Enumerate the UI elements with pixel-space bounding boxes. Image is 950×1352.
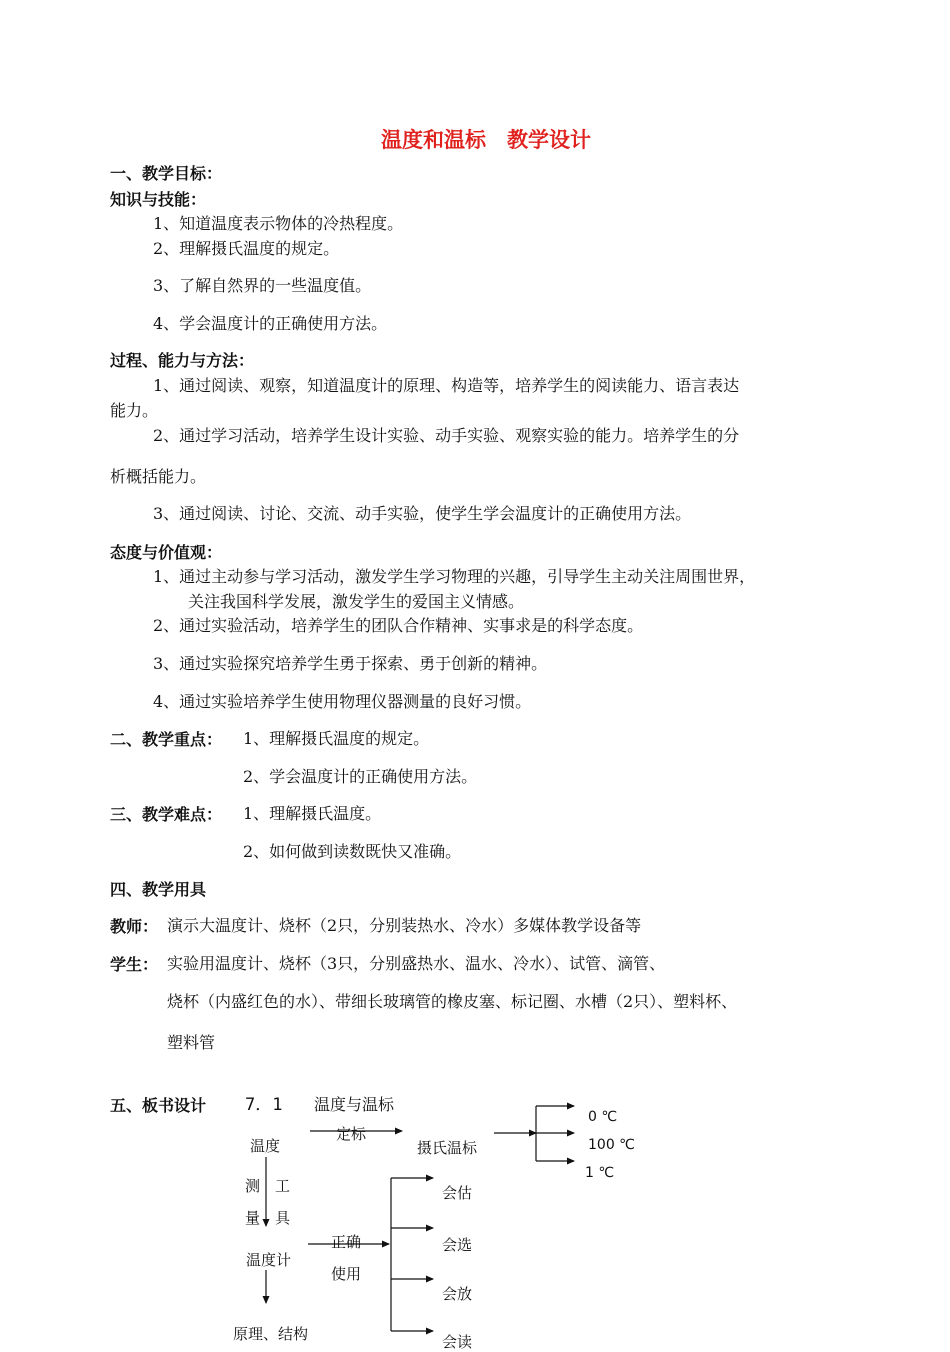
page-title: 温度和温标 教学设计 [381, 127, 591, 152]
board-t100: 100 ℃ [588, 1137, 635, 1153]
section-title: 温度与温标 [314, 1095, 395, 1114]
student-tools-cont: 烧杯（内盛红色的水）、带细长玻璃管的橡皮塞、标记圈、水槽（2只）、塑料杯、 [167, 992, 738, 1011]
knowledge-item: 1、知道温度表示物体的冷热程度。 [153, 214, 404, 233]
difficulty-item: 2、如何做到读数既快又准确。 [243, 842, 462, 861]
board-t0: 0 ℃ [588, 1109, 618, 1125]
knowledge-item: 2、理解摄氏温度的规定。 [153, 239, 340, 258]
board-ju: 具 [275, 1209, 291, 1227]
board-sheshi: 摄氏温标 [417, 1139, 478, 1157]
board-ce: 测 [245, 1177, 261, 1195]
student-label: 学生： [110, 955, 159, 974]
student-tools-cont: 塑料管 [167, 1033, 216, 1052]
key-point-item: 2、学会温度计的正确使用方法。 [243, 767, 478, 786]
subheading-attitude: 态度与价值观： [110, 543, 223, 562]
section-heading-objectives: 一、教学目标： [110, 164, 223, 183]
attitude-item: 1、通过主动参与学习活动，激发学生学习物理的兴趣，引导学生主动关注周围世界， [153, 567, 756, 586]
attitude-item: 2、通过实验活动，培养学生的团队合作精神、实事求是的科学态度。 [153, 616, 644, 635]
process-item: 3、通过阅读、讨论、交流、动手实验，使学生学会温度计的正确使用方法。 [153, 504, 692, 523]
knowledge-item: 3、了解自然界的一些温度值。 [153, 276, 372, 295]
section-heading-board: 五、板书设计 [110, 1096, 207, 1115]
attitude-item: 3、通过实验探究培养学生勇于探索、勇于创新的精神。 [153, 654, 548, 673]
attitude-item-cont: 关注我国科学发展，激发学生的爱国主义情感。 [188, 592, 525, 611]
attitude-item: 4、通过实验培养学生使用物理仪器测量的良好习惯。 [153, 692, 532, 711]
student-tools: 实验用温度计、烧杯（3只，分别盛热水、温水、冷水）、试管、滴管、 [167, 954, 666, 973]
board-yuanli: 原理、结构 [233, 1325, 309, 1343]
board-shiyong: 使用 [331, 1265, 362, 1283]
knowledge-item: 4、学会温度计的正确使用方法。 [153, 314, 388, 333]
subheading-process: 过程、能力与方法： [110, 351, 255, 370]
board-huixuan: 会选 [442, 1236, 473, 1254]
teacher-label: 教师： [110, 917, 159, 936]
process-item: 2、通过学习活动，培养学生设计实验、动手实验、观察实验的能力。培养学生的分 [153, 426, 740, 445]
difficulty-item: 1、理解摄氏温度。 [243, 804, 382, 823]
process-item-cont: 析概括能力。 [110, 467, 207, 486]
section-heading-tools: 四、教学用具 [110, 880, 207, 899]
subheading-knowledge: 知识与技能： [110, 190, 207, 209]
board-dingbiao: 定标 [336, 1125, 367, 1143]
board-huigu: 会估 [442, 1184, 473, 1202]
teacher-tools: 演示大温度计、烧杯（2只，分别装热水、冷水）多媒体教学设备等 [167, 916, 642, 935]
board-huidu: 会读 [442, 1333, 473, 1351]
board-huifang: 会放 [442, 1285, 473, 1303]
board-wenduji: 温度计 [246, 1251, 292, 1269]
section-number: 7．1 [245, 1095, 283, 1115]
board-gong: 工 [275, 1177, 291, 1195]
board-liang: 量 [245, 1209, 261, 1227]
section-heading-key-points: 二、教学重点： [110, 730, 223, 749]
section-heading-difficulties: 三、教学难点： [110, 805, 223, 824]
process-item-cont: 能力。 [110, 401, 159, 420]
process-item: 1、通过阅读、观察，知道温度计的原理、构造等，培养学生的阅读能力、语言表达 [153, 376, 740, 395]
board-t1: 1 ℃ [585, 1165, 615, 1181]
board-zhengque: 正确 [331, 1233, 362, 1251]
board-wendu: 温度 [250, 1137, 281, 1155]
key-point-item: 1、理解摄氏温度的规定。 [243, 729, 430, 748]
